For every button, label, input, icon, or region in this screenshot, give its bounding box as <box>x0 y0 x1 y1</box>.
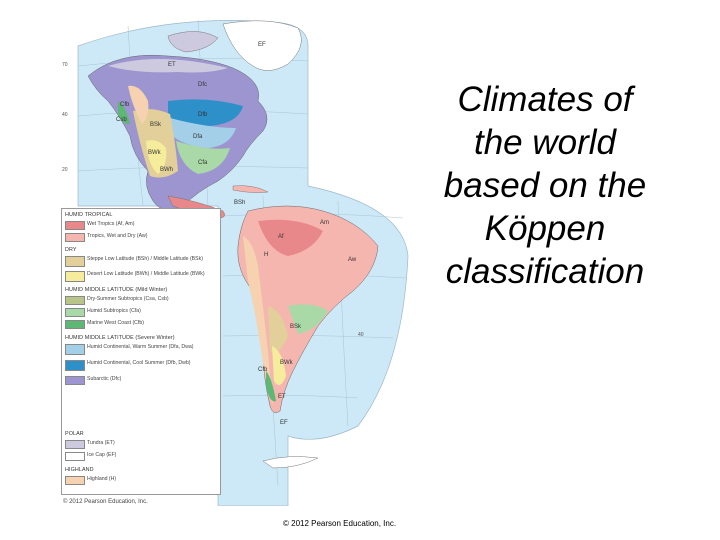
map-label: BSk <box>150 122 162 128</box>
legend-group-header: DRY <box>65 247 77 253</box>
map-label: Cfb <box>258 367 268 373</box>
legend-group-header: HUMID MIDDLE LATITUDE (Severe Winter) <box>65 335 175 341</box>
legend-item-label: Humid Continental, Cool Summer (Dfb, Dwb) <box>87 360 191 366</box>
legend-item <box>65 439 220 451</box>
legend-item <box>65 232 220 244</box>
map-label: BWk <box>148 150 161 156</box>
legend-swatch <box>65 376 85 385</box>
legend-swatch <box>65 452 85 461</box>
legend-item-label: Wet Tropics (Af, Am) <box>87 221 135 227</box>
legend-item-label: Steppe Low Latitude (BSh) / Middle Latitude (BSk) <box>87 256 203 262</box>
legend-item-label: Tundra (ET) <box>87 440 115 446</box>
legend-item-label: Dry-Summer Subtropics (Csa, Csb) <box>87 296 169 302</box>
svg-text:20: 20 <box>62 167 68 173</box>
legend-item-label: Desert Low Latitude (BWh) / Middle Latitude (BWk) <box>87 271 205 277</box>
map-label: H <box>264 252 269 258</box>
legend-item <box>65 375 220 387</box>
legend-copyright: © 2012 Pearson Education, Inc. <box>63 499 148 505</box>
legend-group-header: HIGHLAND <box>65 467 94 473</box>
map-label: ET <box>278 394 286 400</box>
legend-item <box>65 451 220 463</box>
svg-text:70: 70 <box>62 62 68 68</box>
legend-item <box>65 359 220 373</box>
legend-item-label: Humid Continental, Warm Summer (Dfa, Dwa) <box>87 344 194 350</box>
map-label: Am <box>320 220 329 226</box>
legend-item-label: Subarctic (Dfc) <box>87 376 122 382</box>
legend-item-label: Highland (H) <box>87 476 117 482</box>
map-label: Aw <box>348 257 357 263</box>
map-label: Dfa <box>193 134 203 140</box>
legend-item <box>65 475 220 487</box>
legend-swatch <box>65 440 85 449</box>
svg-text:40: 40 <box>358 332 364 338</box>
footer-copyright: © 2012 Pearson Education, Inc. <box>283 519 397 528</box>
legend-item-label: Humid Subtropics (Cfa) <box>87 308 141 314</box>
legend-item <box>65 307 220 319</box>
legend-swatch <box>65 296 85 305</box>
legend-swatch <box>65 476 85 485</box>
map-label: EF <box>258 42 266 48</box>
map-label: BWk <box>280 360 293 366</box>
map-label: BSk <box>290 324 302 330</box>
legend-group-header: HUMID MIDDLE LATITUDE (Mild Winter) <box>65 287 168 293</box>
legend-swatch <box>65 256 85 267</box>
map-label: ET <box>168 62 176 68</box>
legend-swatch <box>65 344 85 355</box>
svg-text:40: 40 <box>62 112 68 118</box>
map-label: Dfc <box>198 82 207 88</box>
legend-item <box>65 220 220 232</box>
legend-item-label: Tropics, Wet and Dry (Aw) <box>87 233 148 239</box>
legend-item <box>65 255 220 269</box>
map-label: Af <box>278 234 284 240</box>
legend-item <box>65 295 220 307</box>
legend-item <box>65 270 220 284</box>
legend-group-header: HUMID TROPICAL <box>65 212 113 218</box>
title-line: classification <box>445 252 645 291</box>
legend-swatch <box>65 221 85 230</box>
legend-item <box>65 319 220 331</box>
map-label: Csb <box>116 117 127 123</box>
map-label: Cfb <box>120 102 130 108</box>
legend-swatch <box>65 308 85 317</box>
slide-title <box>405 78 685 293</box>
title-line: Köppen <box>484 209 606 248</box>
climate-legend <box>61 208 221 495</box>
legend-item-label: Marine West Coast (Cfb) <box>87 320 144 326</box>
map-label: Dfb <box>198 112 208 118</box>
legend-swatch <box>65 233 85 242</box>
legend-swatch <box>65 360 85 371</box>
title-line: the world <box>473 123 617 162</box>
legend-item-label: Ice Cap (EF) <box>87 452 117 458</box>
legend-group-header: POLAR <box>65 431 84 437</box>
map-label: BWh <box>160 167 174 173</box>
map-label: Cfa <box>198 160 208 166</box>
legend-swatch <box>65 271 85 282</box>
title-line: Climates of <box>457 80 633 119</box>
title-line: based on the <box>443 166 647 205</box>
legend-item <box>65 343 220 357</box>
legend-swatch <box>65 320 85 329</box>
map-label: EF <box>280 420 288 426</box>
map-label: BSh <box>234 200 246 206</box>
